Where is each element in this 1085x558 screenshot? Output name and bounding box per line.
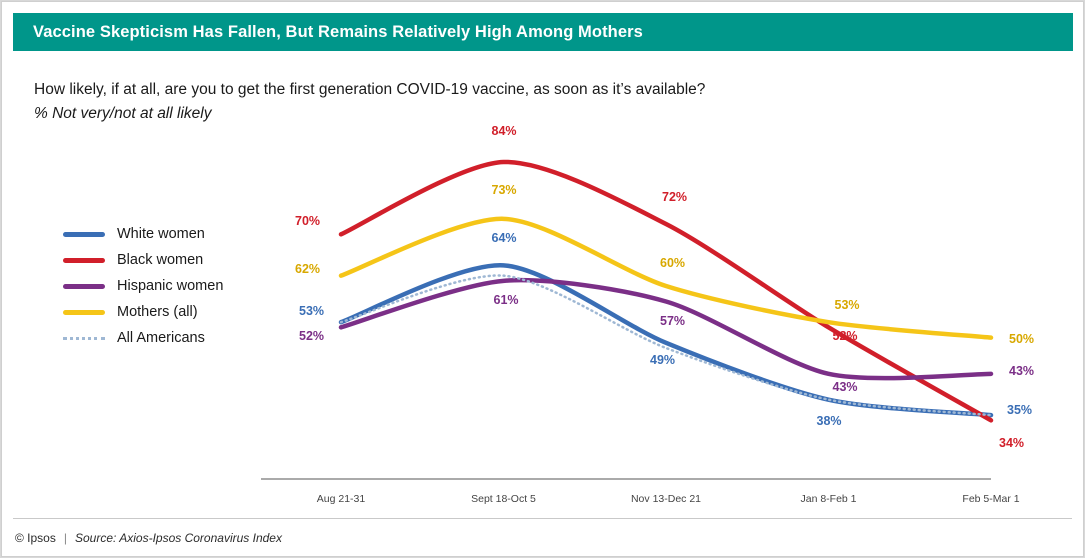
data-label: 60% <box>660 256 686 270</box>
footer <box>15 531 282 545</box>
chart-svg <box>251 111 1051 511</box>
data-label: 52% <box>832 329 858 344</box>
data-label: 50% <box>1009 331 1035 346</box>
x-axis-tick-label: Sept 18-Oct 5 <box>471 493 536 505</box>
chart-subtitle: % Not very/not at all likely <box>34 105 212 122</box>
data-label: 64% <box>491 231 517 246</box>
data-label: 43% <box>1009 363 1035 378</box>
footer-separator: | <box>63 531 67 545</box>
legend-swatch-dotted-icon <box>63 337 105 340</box>
legend-item-hispanic-women[interactable] <box>63 273 273 299</box>
legend-swatch-icon <box>63 258 105 263</box>
copyright: © Ipsos <box>15 531 56 545</box>
footer-source: Source: Axios-Ipsos Coronavirus Index <box>74 531 282 545</box>
chart-legend <box>63 221 273 351</box>
x-axis-tick-label: Jan 8-Feb 1 <box>800 493 857 505</box>
legend-swatch-icon <box>63 310 105 315</box>
data-label: 61% <box>493 292 519 307</box>
x-axis-tick-label: Nov 13-Dec 21 <box>630 493 702 505</box>
legend-item-black-women[interactable] <box>63 247 273 273</box>
legend-label: Hispanic women <box>117 278 224 294</box>
legend-label: Mothers (all) <box>117 304 198 320</box>
data-label: 49% <box>650 352 676 367</box>
survey-question: How likely, if at all, are you to get the first generation COVID-19 vaccine, as soon as it’s available? <box>34 81 706 98</box>
legend-item-all-americans[interactable] <box>63 325 273 351</box>
data-label: 73% <box>491 182 517 197</box>
data-label: 34% <box>999 436 1025 451</box>
legend-item-white-women[interactable] <box>63 221 273 247</box>
legend-swatch-icon <box>63 232 105 237</box>
data-label: 72% <box>662 190 688 204</box>
legend-item-mothers-all[interactable] <box>63 299 273 325</box>
data-label: 35% <box>1007 403 1033 418</box>
header-bar <box>13 13 1073 51</box>
data-label: 43% <box>832 379 858 394</box>
x-axis-tick-label: Feb 5-Mar 1 <box>962 493 1020 505</box>
data-label: 70% <box>295 214 321 229</box>
legend-label: All Americans <box>117 330 205 346</box>
data-label: 38% <box>816 413 842 428</box>
page-title: Vaccine Skepticism Has Fallen, But Remains Relatively High Among Mothers <box>33 22 643 41</box>
footer-divider <box>13 518 1072 519</box>
legend-label: Black women <box>117 252 204 268</box>
data-label: 62% <box>295 261 321 276</box>
line-chart-plot <box>251 111 1051 511</box>
data-label: 53% <box>299 304 325 319</box>
legend-swatch-icon <box>63 284 105 289</box>
data-label: 53% <box>834 298 860 313</box>
data-label: 52% <box>299 329 325 344</box>
x-axis-tick-label: Aug 21-31 <box>316 493 366 505</box>
legend-label: White women <box>117 226 205 242</box>
data-label: 84% <box>491 124 517 138</box>
data-label: 57% <box>660 313 686 328</box>
